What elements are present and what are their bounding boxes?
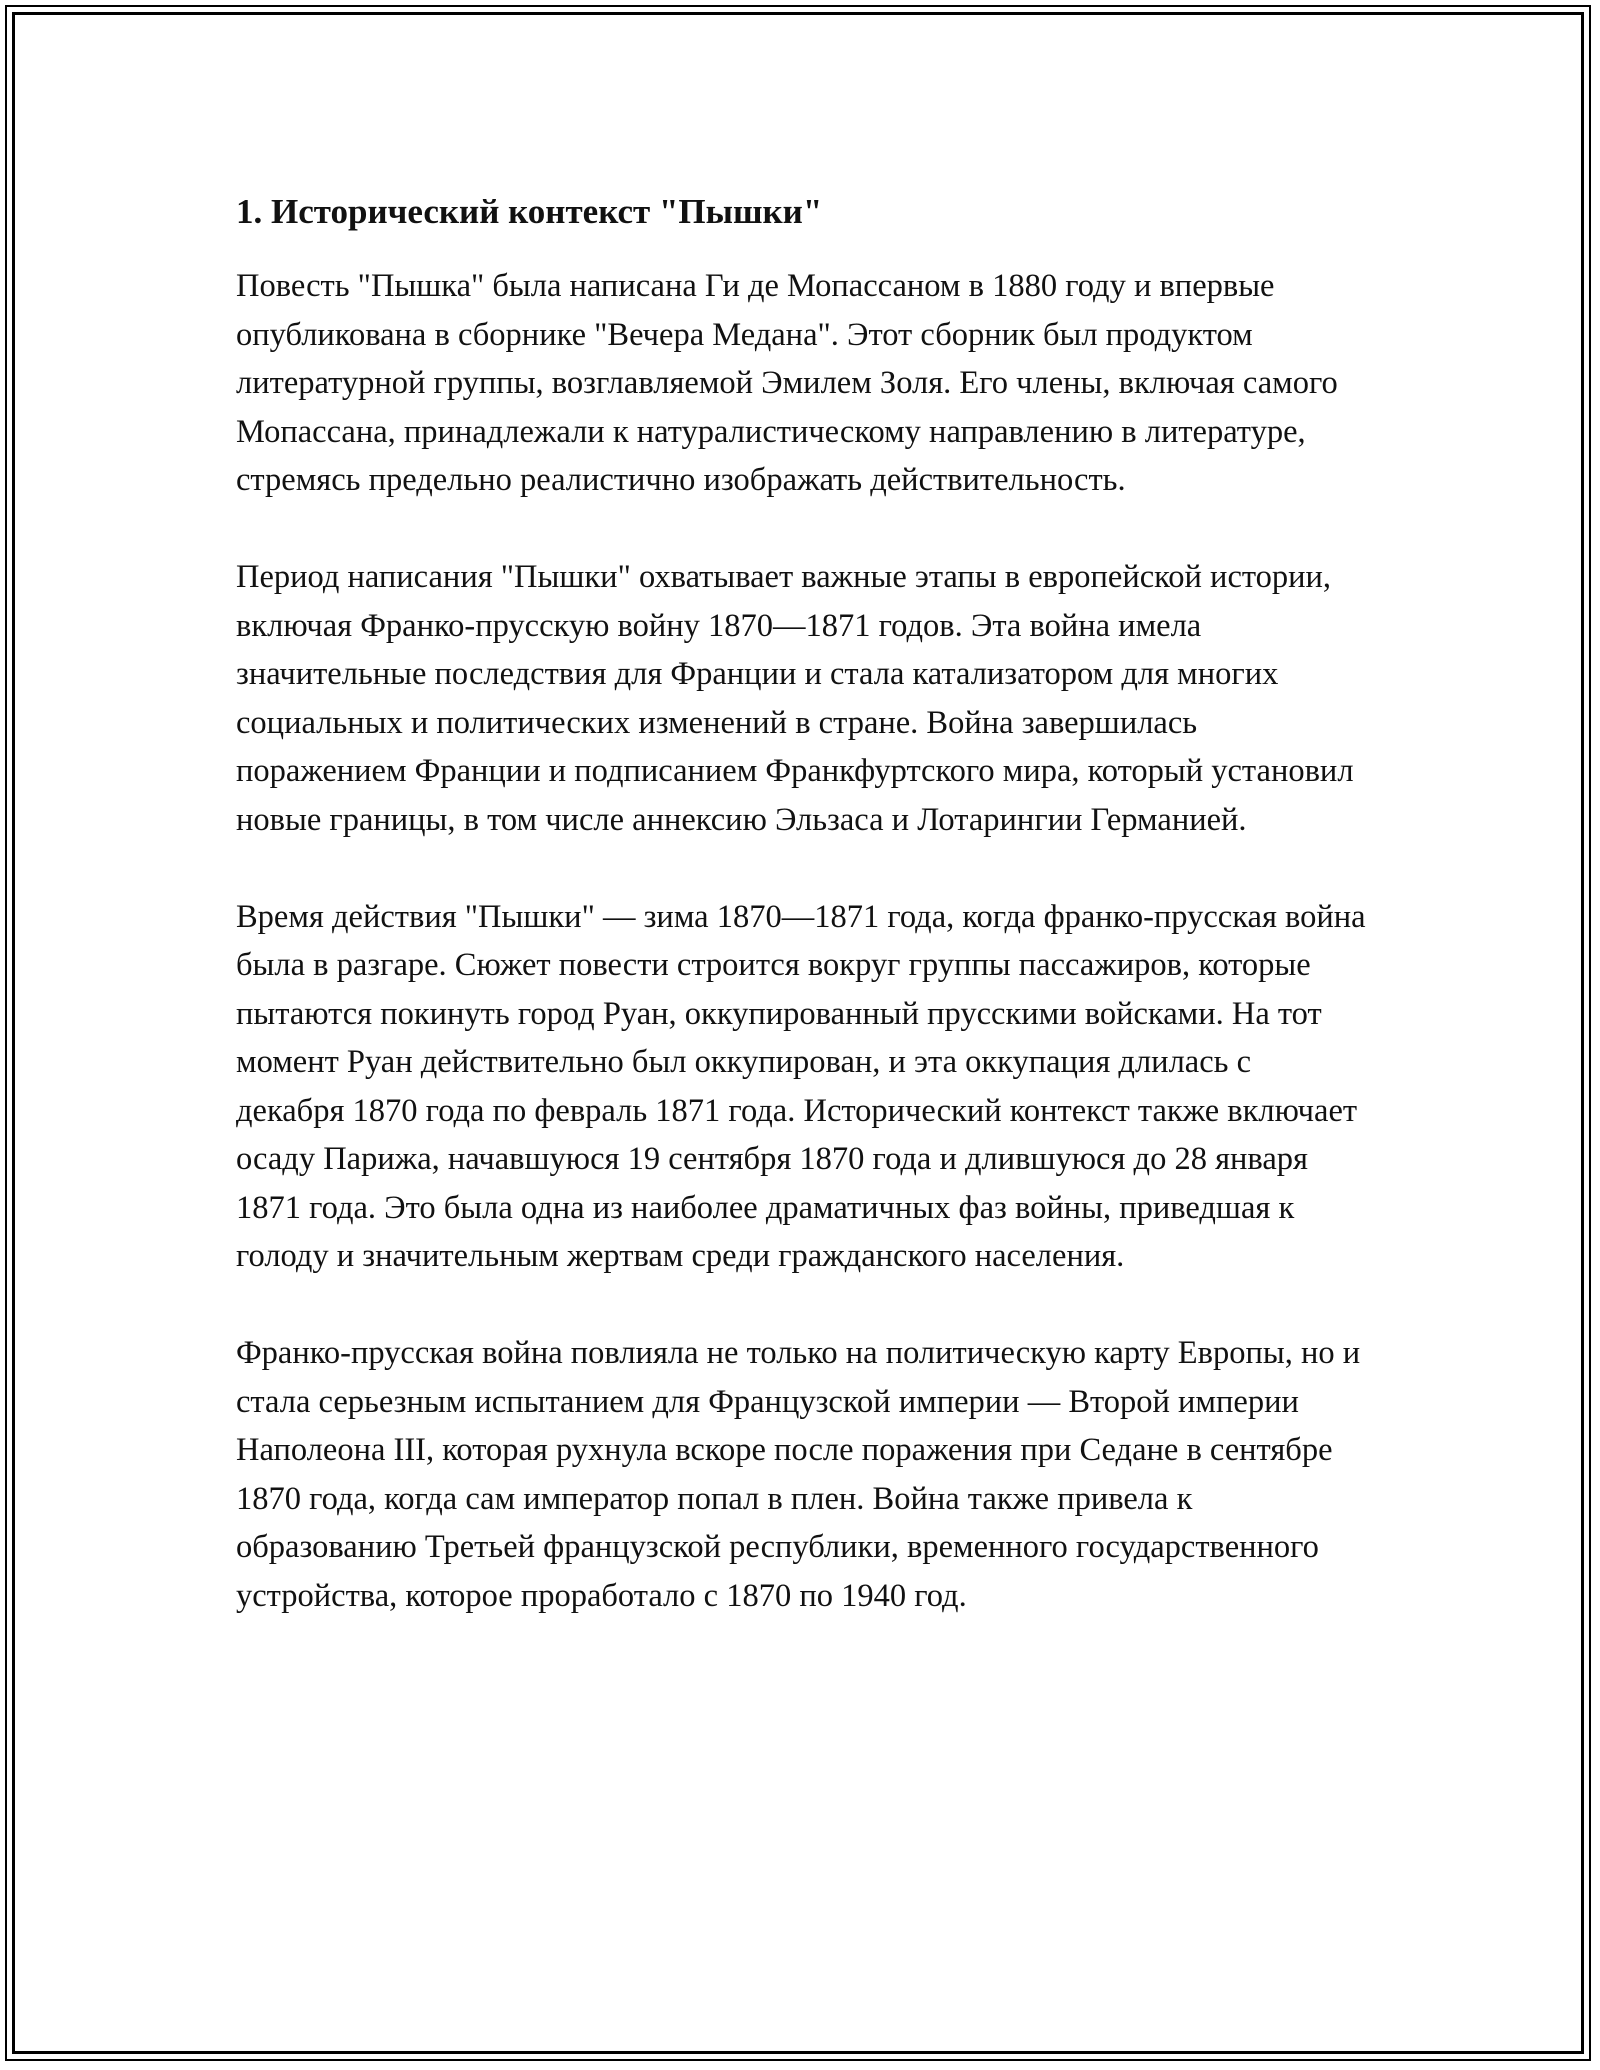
- paragraph-4: Франко-прусская война повлияла не только на политическую карту Европы, но и стала серьезным испытанием для Французской империи — Второй империи Наполеона III, которая рухнула вскоре после поражения при Седане в сентябре 1870 года, когда сам император попал в плен. Война также привела к образованию Третьей французской республики, временного государственного устройства, которое проработало с 1870 по 1940 год.: [236, 1335, 1361, 1614]
- paragraph-1: Повесть "Пышка" была написана Ги де Мопассаном в 1880 году и впервые опубликована в сборнике "Вечера Медана". Этот сборник был продуктом литературной группы, возглавляемой Эмилем Золя. Его члены, включая самого Мопассана, принадлежали к натуралистическому направлению в литературе, стремясь предельно реалистично изображать действительность.: [236, 268, 1338, 498]
- paragraph-3: Время действия "Пышки" — зима 1870—1871 года, когда франко-прусская война была в разгаре. Сюжет повести строится вокруг группы пассажиров, которые пытаются покинуть город Руан, оккупированный прусскими войсками. На тот момент Руан действительно был оккупирован, и эта оккупация длилась с декабря 1870 года по февраль 1871 года. Исторический контекст также включает осаду Парижа, начавшуюся 19 сентября 1870 года и длившуюся до 28 января 1871 года. Это была одна из наиболее драматичных фаз войны, приведшая к голоду и значительным жертвам среди гражданского населения.: [236, 898, 1366, 1274]
- section-heading: 1. Исторический контекст "Пышки": [236, 192, 823, 231]
- paragraph-2: Период написания "Пышки" охватывает важные этапы в европейской истории, включая Франко-прусскую войну 1870—1871 годов. Эта война имела значительные последствия для Франции и стала катализатором для многих социальных и политических изменений в стране. Война завершилась поражением Франции и подписанием Франкфуртского мира, который установил новые границы, в том числе аннексию Эльзаса и Лотарингии Германией.: [236, 559, 1354, 838]
- document-body: [236, 188, 1366, 1669]
